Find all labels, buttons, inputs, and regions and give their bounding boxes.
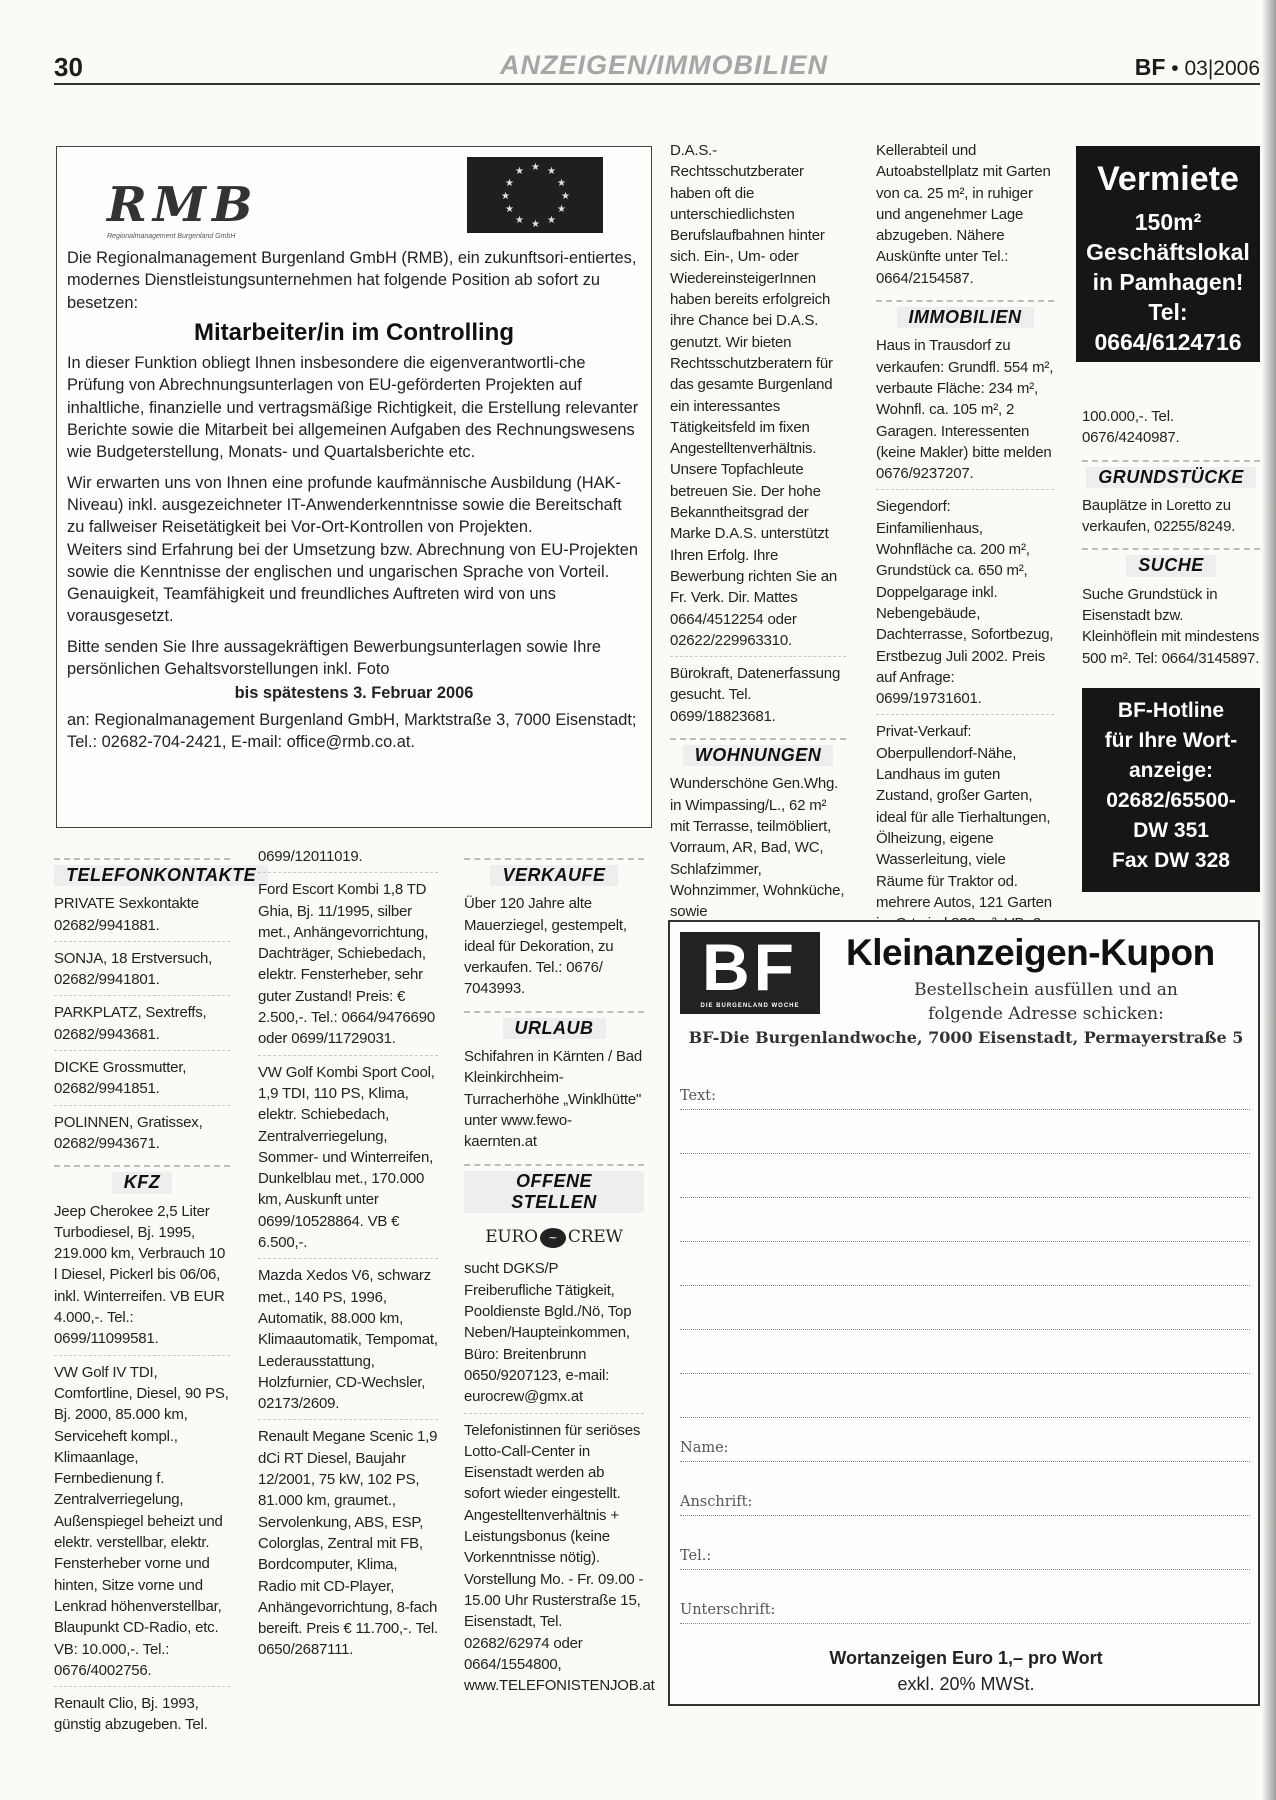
column-3 [464,852,655,1707]
rmb-logo: RMB [107,177,259,233]
vermiete-line: 150m² [1134,209,1202,235]
hotline-line: DW 351 [1133,819,1209,842]
header-rule [54,83,1260,85]
section-heading: WOHNUNGEN [670,738,846,766]
brand-label: BF [1134,54,1166,80]
classified-ad: PRIVATE Sexkontakte 02682/9941881. [54,893,230,942]
vermiete-line: Tel: [1148,299,1188,325]
hotline-line: anzeige: [1128,759,1214,782]
rmb-intro: Die Regionalmanagement Burgenland GmbH (RMB), ein zukunftsori-entiertes, modernes Dienstleistungsunternehmen hat folgende Position ab sofort zu besetzen: [67,249,637,312]
text-line[interactable] [680,1132,1250,1154]
bf-hotline-box [1082,688,1260,892]
hotline-line: für Ihre Wort- [1104,729,1238,752]
eurocrew-logo: EURO ~ CREW [485,1227,623,1248]
classified-ad: D.A.S.-Rechtsschutzberater haben oft die unterschiedlichsten Berufslaufbahnen hinter sich. Ein-, Um- oder WiedereinsteigerInnen haben bereits erfolgreich ihre Chance bei D.A.S. genutzt. Wir bieten Rechtsschutzberatern für das gesamte Burgenland ein interessantes Tätigkeitsfeld im fixen Angestelltenverhältnis. Unsere Topfachleute betreuen Sie. Der hohe Bekanntheitsgrad der Marke D.A.S. unterstützt Ihren Erfolg. Ihre Bewerbung richten Sie an Fr. Verk. Dir. Mattes 0664/4512254 oder 02622/229963310. [670,140,846,657]
text-line[interactable] [680,1352,1250,1374]
classified-ad: VW Golf IV TDI, Comfortline, Diesel, 90 PS, Bj. 2000, 85.000 km, Serviceheft kompl., Klimaanlage, Fernbedienung f. Zentralverriegelung, Außenspiegel beheizt und elektr. verstellbar, elektr. Fensterheber vorne und hinten, Sitze vorne und Lenkrad höhenverstellbar, Blaupunkt CD-Radio, etc. VB: 10.000,-. Tel.: 0676/4002756. [54,1362,230,1687]
classified-ad: POLINNEN, Gratissex, 02682/9943671. [54,1113,203,1152]
hotline-phone: 02682/65500- [1106,789,1236,812]
text-line[interactable] [680,1176,1250,1198]
rmb-paragraph: Wir erwarten uns von Ihnen eine profunde kaufmännische Ausbildung (HAK-Niveau) inkl. ausgezeichneter IT-Anwenderkenntnisse sowie die Bereitschaft zu fallweiser Reisetätigkeit bei Vor-Ort-Kontrollen von Projekten. [67,473,622,537]
classified-ad: Bürokraft, Datenerfassung gesucht. Tel. 0699/18823681. [670,665,841,725]
classified-ad: Suche Grundstück in Eisenstadt bzw. Kleinhöflein mit mindestens 500 m². Tel: 0664/3145897. [1082,585,1260,667]
rmb-paragraph: Bitte senden Sie Ihre aussagekräftigen Bewerbungsunterlagen sowie Ihre persönlichen Gehaltsvorstellungen inkl. Foto [67,637,601,679]
classified-ad: Schifahren in Kärnten / Bad Kleinkirchheim-Turracherhöhe „Winklhütte" unter www.fewo-kaernten.at [464,1048,643,1151]
classified-coupon [668,920,1260,1706]
column-1 [54,852,257,1747]
vermiete-heading: Vermiete [1097,160,1239,198]
rmb-deadline: bis spätestens 3. Februar 2006 [234,684,474,703]
hotline-line: BF-Hotline [1117,699,1225,722]
section-heading: GRUNDSTÜCKE [1082,460,1260,488]
eurocrew-wave-icon: ~ [540,1228,566,1248]
vermiete-phone: 0664/6124716 [1094,329,1242,355]
text-field[interactable]: Text: [680,1088,1250,1110]
section-heading: IMMOBILIEN [876,300,1054,328]
rmb-paragraph: In dieser Funktion obliegt Ihnen insbesondere die eigenverantwortli-che Prüfung von Abrechnungsunterlagen von EU-geförderten Projekten auf inhaltliche, finanzielle und vertragsmäßige Richtigkeit, die Erstellung relevanter Berichte sowie die Mitarbeit bei allgemeinen Aufgaben des Rechnungswesens wie Budgeterstellung, Monats- und Quartalsberichte etc. [67,354,639,462]
coupon-address: BF-Die Burgenlandwoche, 7000 Eisenstadt, Permayerstraße 5 [688,1028,1244,1047]
section-heading: KFZ [54,1165,230,1193]
classified-ad: DICKE Grossmutter, 02682/9941851. [54,1057,230,1106]
hotline-fax: Fax DW 328 [1112,849,1230,872]
column-6 [1082,406,1260,680]
section-heading: TELEFONKONTAKTE [54,858,230,886]
section-heading: VERKAUFE [464,858,644,886]
classified-ad: Jeep Cherokee 2,5 Liter Turbodiesel, Bj. 1995, 219.000 km, Verbrauch 10 l Diesel, Pickerl bis 06/06, inkl. Winterreifen. VB EUR 4.000,-. Tel.: 0699/11099581. [54,1201,230,1356]
section-heading: URLAUB [464,1011,644,1039]
section-title: ANZEIGEN/IMMOBILIEN [500,50,828,80]
classified-ad: Mazda Xedos V6, schwarz met., 140 PS, 1996, Automatik, 88.000 km, Klimaautomatik, Tempomat, Lederausstattung, Holzfurnier, CD-Wechsler, 02173/2609. [258,1265,438,1420]
column-5 [876,140,1054,945]
rmb-paragraph: Weiters sind Erfahrung bei der Umsetzung bzw. Abrechnung von EU-Projekten sowie die Kenntnisse der englischen und ungarischen Sprache von Vorteil. Genauigkeit, Teamfähigkeit und freundliches Auftreten wird von uns vorausgesetzt. [67,540,638,626]
classified-ad: VW Golf Kombi Sport Cool, 1,9 TDI, 110 PS, Klima, elektr. Schiebedach, Zentralverriegelung, Sommer- und Winterreifen, Dunkelblau met., 170.000 km, Auskunft unter 0699/10528864. VB € 6.500,-. [258,1062,438,1260]
anschrift-field[interactable]: Anschrift: [680,1494,1250,1516]
rmb-address: an: Regionalmanagement Burgenland GmbH, Marktstraße 3, 7000 Eisenstadt; Tel.: 02682-704-2421, E-mail: office@rmb.co.at. [67,710,637,751]
classified-ad: Renault Megane Scenic 1,9 dCi RT Diesel, Baujahr 12/2001, 75 kW, 102 PS, 81.000 km, graumet., Servolenkung, ABS, ESP, Colorglas, Zentral mit FB, Bordcomputer, Klima, Radio mit CD-Player, Anhängevorrichtung, 8-fach bereift. Preis € 11.700,-. Tel. 0650/2687111. [258,1428,439,1659]
eu-flag-icon: ★ ★ ★ ★ ★ ★ ★ ★ ★ ★ ★ ★ [467,157,603,233]
page-edge-shadow [1262,0,1276,1800]
rmb-logo-subtitle: Regionalmanagement Burgenland GmbH [107,233,236,240]
column-2 [258,846,438,1672]
bf-logo-subtitle: DIE BURGENLAND WOCHE [700,1003,800,1009]
vermiete-line: in Pamhagen! [1092,269,1244,295]
text-line[interactable] [680,1308,1250,1330]
classified-ad: Bauplätze in Loretto zu verkaufen, 02255/8249. [1082,496,1236,536]
tel-field[interactable]: Tel.: [680,1548,1250,1570]
classified-ad: Kellerabteil und Autoabstellplatz mit Garten von ca. 25 m², in ruhiger und angenehmer Lage abzugeben. Nähere Auskünfte unter Tel.: 0664/2154587. [876,142,1051,287]
classified-ad: Wunderschöne Gen.Whg. in Wimpassing/L., 62 m² mit Terrasse, teilmöbliert, Vorraum, AR, Bad, WC, Schlafzimmer, Wohnzimmer, Wohnküche, sowie [670,775,845,921]
classified-ad: Renault Clio, Bj. 1993, günstig abzugeben. Tel. [54,1695,208,1734]
section-heading: OFFENE STELLEN [464,1164,644,1214]
classified-ad: 100.000,-. Tel. 0676/4240987. [1082,408,1180,447]
coupon-instructions: Bestellschein ausfüllen und an folgende Adresse schicken: [914,980,1178,1024]
classified-ad: Telefonistinnen für seriöses Lotto-Call-Center in Eisenstadt werden ab sofort wieder eingestellt. Angestelltenverhältnis + Leistungsbonus (keine Vorkenntnisse nötig). Vorstellung Mo. - Fr. 09.00 - 15.00 Uhr Rusterstraße 15, Eisenstadt, Tel. 02682/62974 oder 0664/1554800, www.TELEFONISTENJOB.at [464,1421,655,1695]
issue-number: • 03|2006 [1171,57,1260,80]
rmb-position-title: Mitarbeiter/in im Controlling [193,318,514,346]
bf-logo: BF DIE BURGENLAND WOCHE [680,932,820,1014]
classified-ad: 0699/12011019. [258,846,438,873]
text-line[interactable] [680,1220,1250,1242]
vermiete-line: Geschäftslokal [1086,239,1250,265]
vermiete-ad [1076,146,1260,362]
name-field[interactable]: Name: [680,1440,1250,1462]
classified-ad: PARKPLATZ, Sextreffs, 02682/9943681. [54,1002,230,1051]
rmb-job-ad [56,146,652,828]
page-number: 30 [54,52,83,82]
coupon-vat: exkl. 20% MWSt. [897,1674,1035,1694]
classified-ad: Haus in Trausdorf zu verkaufen: Grundfl. 554 m², verbaute Fläche: 234 m², Wohnfl. ca. 105 m², 2 Garagen. Interessenten (keine Makler) bitte melden 0676/9237207. [876,335,1054,490]
classified-ad: SONJA, 18 Erstversuch, 02682/9941801. [54,948,230,997]
rmb-body [67,247,641,761]
classified-ad: Privat-Verkauf: Oberpullendorf-Nähe, Landhaus im guten Zustand, großer Garten, ideal für alle Tierhaltungen, Ölheizung, eigene Wasserleitung, viele Räume für Traktor od. mehrere Autos, 121 Garten [876,723,1052,911]
text-line[interactable] [680,1396,1250,1418]
classified-ad: Siegendorf: Einfamilienhaus, Wohnfläche ca. 200 m², Grundstück ca. 650 m², Doppelgarage inkl. Nebengebäude, Dachterrasse, Sofortbezug, Erstbezug Juli 2002. Preis auf Anfrage: 0699/19731601. [876,496,1054,715]
coupon-price: Wortanzeigen Euro 1,– pro Wort [829,1648,1103,1668]
coupon-title: Kleinanzeigen-Kupon [846,932,1215,973]
text-line[interactable] [680,1264,1250,1286]
signature-field[interactable]: Unterschrift: [680,1602,1250,1624]
column-4 [670,140,846,933]
classified-ad: Ford Escort Kombi 1,8 TD Ghia, Bj. 11/1995, silber met., Anhängevorrichtung, Dachträger, Schiebedach, elektr. Fensterheber, sehr guter Zustand! Preis: € 2.500,-. Tel.: 0664/9476690 oder 0699/11729031. [258,879,438,1055]
classified-ad: Über 120 Jahre alte Mauerziegel, gestempelt, ideal für Dekoration, zu verkaufen. Tel.: 0676/ 7043993. [464,895,627,998]
section-heading: SUCHE [1082,548,1260,576]
classified-ad: sucht DGKS/P Freiberufliche Tätigkeit, Pooldienste Bgld./Nö, Top Neben/Haupteinkommen, Büro: Breitenbrunn 0650/9207123, e-mail: eurocrew@gmx.at [464,1258,644,1413]
issue-label [1135,54,1260,81]
